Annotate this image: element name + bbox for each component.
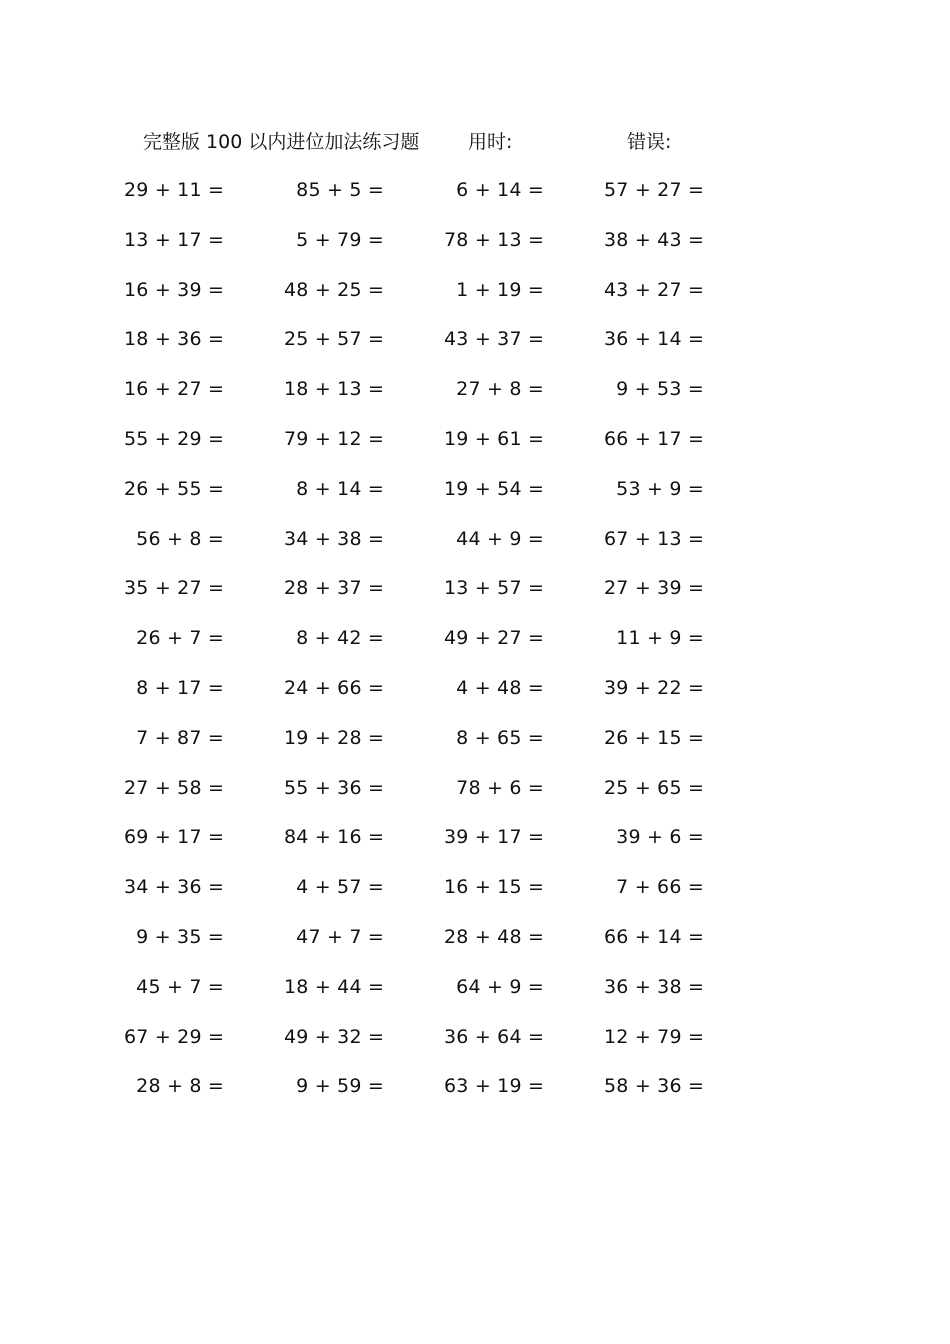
problem-cell: 39 + 6 = <box>616 826 704 849</box>
problem-cell: 39 + 22 = <box>604 676 705 699</box>
problem-row <box>0 572 950 622</box>
problem-cell: 79 + 12 = <box>284 427 385 450</box>
problem-cell: 67 + 29 = <box>124 1025 225 1048</box>
problem-row <box>0 672 950 722</box>
worksheet-title: 完整版 100 以内进位加法练习题 <box>143 131 420 153</box>
problem-cell: 5 + 79 = <box>296 228 384 251</box>
problem-row <box>0 871 950 921</box>
problem-row <box>0 224 950 274</box>
problem-cell: 1 + 19 = <box>456 278 544 301</box>
problem-cell: 11 + 9 = <box>616 627 704 650</box>
problem-cell: 7 + 66 = <box>616 876 704 899</box>
error-label: 错误: <box>627 131 672 153</box>
problem-cell: 36 + 64 = <box>444 1025 545 1048</box>
problem-cell: 26 + 55 = <box>124 477 225 500</box>
problem-row <box>0 473 950 523</box>
problem-row <box>0 423 950 473</box>
problem-cell: 18 + 36 = <box>124 328 225 351</box>
problem-cell: 85 + 5 = <box>296 179 384 201</box>
problem-cell: 35 + 27 = <box>124 577 225 600</box>
problem-cell: 55 + 36 = <box>284 776 385 799</box>
problem-cell: 27 + 58 = <box>124 776 225 799</box>
problem-cell: 28 + 48 = <box>444 925 545 948</box>
problem-cell: 28 + 37 = <box>284 577 385 600</box>
problem-cell: 55 + 29 = <box>124 427 225 450</box>
problem-cell: 56 + 8 = <box>136 527 224 550</box>
problem-cell: 78 + 13 = <box>444 228 545 251</box>
problem-cell: 34 + 36 = <box>124 876 225 899</box>
problem-row <box>0 722 950 772</box>
problem-cell: 24 + 66 = <box>284 676 385 699</box>
problem-cell: 36 + 38 = <box>604 975 705 998</box>
problem-cell: 78 + 6 = <box>456 776 544 799</box>
problem-cell: 26 + 7 = <box>136 627 224 650</box>
problem-cell: 47 + 7 = <box>296 925 384 948</box>
problem-cell: 6 + 14 = <box>456 179 544 201</box>
problem-row <box>0 821 950 871</box>
problem-cell: 26 + 15 = <box>604 726 705 749</box>
problem-cell: 16 + 27 = <box>124 378 225 401</box>
time-label: 用时: <box>468 131 513 153</box>
problem-cell: 7 + 87 = <box>136 726 224 749</box>
problem-cell: 13 + 57 = <box>444 577 545 600</box>
problem-cell: 16 + 15 = <box>444 876 545 899</box>
problem-cell: 16 + 39 = <box>124 278 225 301</box>
problem-cell: 4 + 57 = <box>296 876 384 899</box>
problem-row <box>0 523 950 573</box>
problem-cell: 43 + 37 = <box>444 328 545 351</box>
problem-row <box>0 323 950 373</box>
problem-row <box>0 921 950 971</box>
problem-cell: 8 + 65 = <box>456 726 544 749</box>
problem-cell: 28 + 8 = <box>136 1075 224 1098</box>
problem-cell: 29 + 11 = <box>124 179 225 201</box>
problem-cell: 8 + 14 = <box>296 477 384 500</box>
problem-cell: 38 + 43 = <box>604 228 705 251</box>
problem-cell: 8 + 17 = <box>136 676 224 699</box>
problem-cell: 18 + 44 = <box>284 975 385 998</box>
problem-cell: 49 + 27 = <box>444 627 545 650</box>
problem-cell: 4 + 48 = <box>456 676 544 699</box>
problem-cell: 49 + 32 = <box>284 1025 385 1048</box>
problem-cell: 48 + 25 = <box>284 278 385 301</box>
problem-grid <box>0 174 950 1120</box>
problem-row <box>0 772 950 822</box>
problem-cell: 19 + 61 = <box>444 427 545 450</box>
problem-row <box>0 174 950 224</box>
problem-cell: 34 + 38 = <box>284 527 385 550</box>
problem-cell: 36 + 14 = <box>604 328 705 351</box>
problem-cell: 13 + 17 = <box>124 228 225 251</box>
problem-cell: 39 + 17 = <box>444 826 545 849</box>
problem-cell: 69 + 17 = <box>124 826 225 849</box>
problem-cell: 58 + 36 = <box>604 1075 705 1098</box>
problem-cell: 45 + 7 = <box>136 975 224 998</box>
problem-cell: 43 + 27 = <box>604 278 705 301</box>
worksheet-header <box>0 126 950 158</box>
problem-cell: 57 + 27 = <box>604 179 705 201</box>
problem-cell: 12 + 79 = <box>604 1025 705 1048</box>
problem-row <box>0 274 950 324</box>
problem-cell: 84 + 16 = <box>284 826 385 849</box>
problem-cell: 25 + 65 = <box>604 776 705 799</box>
problem-cell: 9 + 59 = <box>296 1075 384 1098</box>
problem-cell: 66 + 14 = <box>604 925 705 948</box>
problem-cell: 27 + 39 = <box>604 577 705 600</box>
problem-cell: 18 + 13 = <box>284 378 385 401</box>
problem-cell: 67 + 13 = <box>604 527 705 550</box>
problem-row <box>0 373 950 423</box>
problem-cell: 64 + 9 = <box>456 975 544 998</box>
problem-cell: 25 + 57 = <box>284 328 385 351</box>
problem-cell: 44 + 9 = <box>456 527 544 550</box>
problem-row <box>0 1021 950 1071</box>
problem-cell: 66 + 17 = <box>604 427 705 450</box>
problem-row <box>0 1070 950 1120</box>
problem-row <box>0 971 950 1021</box>
problem-cell: 8 + 42 = <box>296 627 384 650</box>
problem-cell: 27 + 8 = <box>456 378 544 401</box>
problem-cell: 19 + 28 = <box>284 726 385 749</box>
problem-cell: 9 + 53 = <box>616 378 704 401</box>
problem-cell: 63 + 19 = <box>444 1075 545 1098</box>
problem-cell: 19 + 54 = <box>444 477 545 500</box>
problem-cell: 53 + 9 = <box>616 477 704 500</box>
problem-row <box>0 622 950 672</box>
problem-cell: 9 + 35 = <box>136 925 224 948</box>
